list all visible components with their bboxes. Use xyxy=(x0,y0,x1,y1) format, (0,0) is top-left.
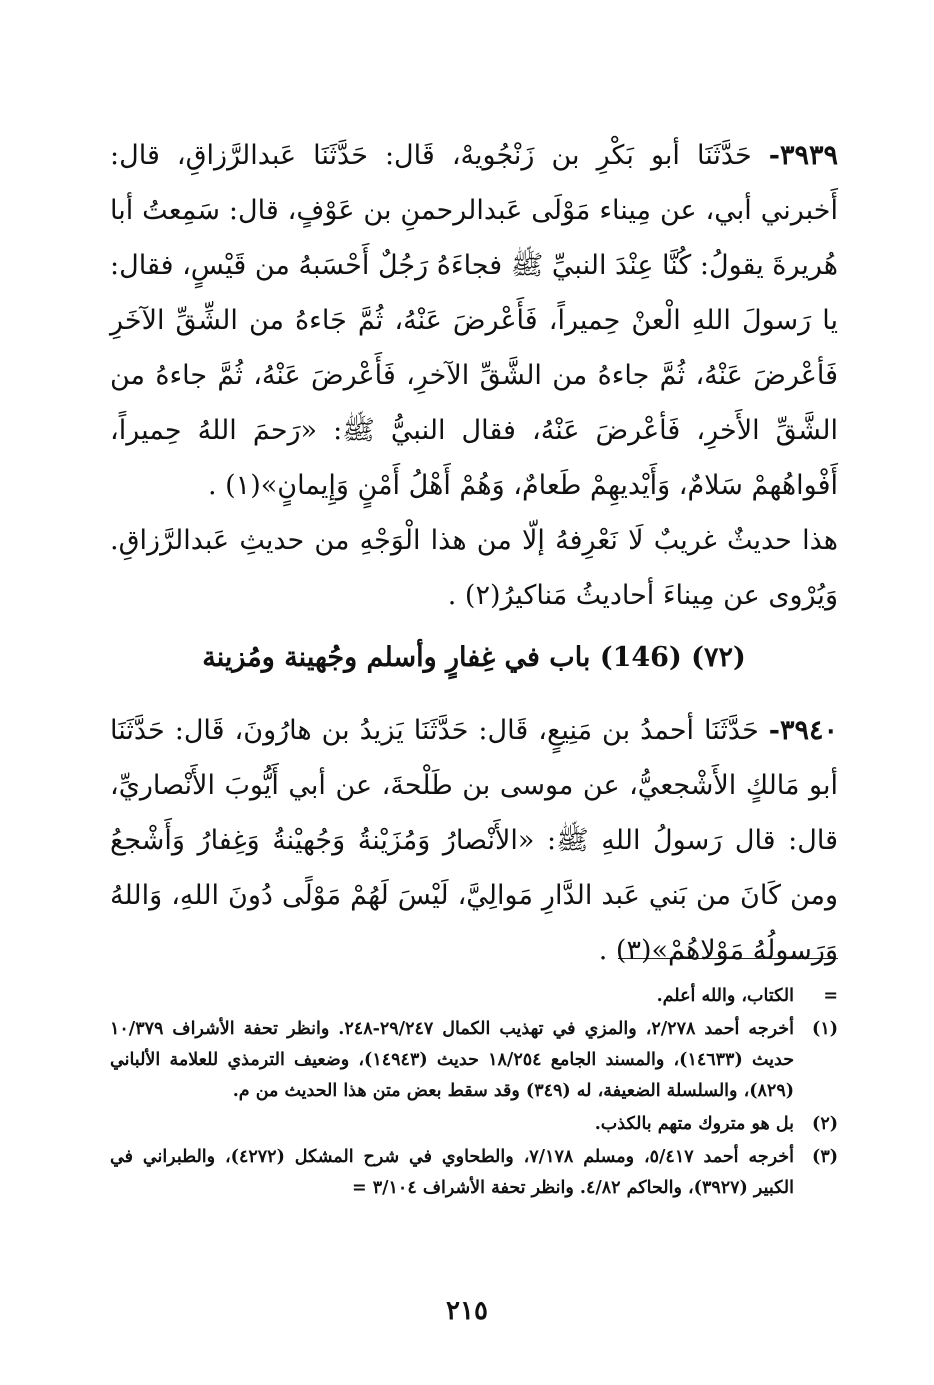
footnote-text: أخرجه أحمد ٢/٢٧٨، والمزي في تهذيب الكمال ٢٩/٢٤٧-٢٤٨. وانظر تحفة الأشراف ١٠/٣٧٩ حديث (١٤٦٣٣)، والمسند الجامع ١٨/٢٥٤ حديث (١٤٩٤٣)، وضعيف الترمذي للعلامة الألباني (٨٢٩)، والسلسلة الضعيفة، له (٣٤٩) وقد سقط بعض متن هذا الحديث من م. xyxy=(110,1019,795,1101)
hadith-text: حَدَّثَنَا أحمدُ بن مَنِيعٍ، قَال: حَدَّثَنَا يَزيدُ بن هارُونَ، قَال: حَدَّثَنَا أبو مَالكٍ الأَشْجعيُّ، عن موسى بن طَلْحةَ، عن أبي أَيُّوبَ الأَنْصاريِّ، قال: قال رَسولُ اللهِ ﷺ: «الأَنْصارُ وَمُزَيْنةُ وَجُهيْنةُ وَغِفارُ وَأَشْجعُ ومن كَانَ من بَني عَبد الدَّارِ مَوالِيَّ، لَيْسَ لَهُمْ مَوْلًى دُونَ اللهِ، وَاللهُ وَرَسولُهُ مَوْلاهُمْ»(٣) . xyxy=(110,715,838,966)
footnote-mark: (١) xyxy=(812,1019,838,1039)
footnote-mark: (٢) xyxy=(812,1114,838,1134)
footnote-mark: = xyxy=(823,986,838,1006)
footnotes xyxy=(110,981,838,1204)
hadith-3940 xyxy=(110,703,838,966)
hadith-3939 xyxy=(110,128,838,513)
hadith-number: ٣٩٤٠- xyxy=(768,715,838,746)
hadith-comment: هذا حديثٌ غريبٌ لَا نَعْرِفهُ إلّا من هذا الْوَجْهِ من حديثِ عَبدالرَّزاقِ. وَيُرْوى عن مِيناءَ أحاديثُ مَناكيرُ(٢) . xyxy=(110,525,838,611)
hadith-text: حَدَّثَنَا أبو بَكْرِ بن زَنْجُويهْ، قَال: حَدَّثَنَا عَبدالرَّزاقِ، قال: أَخبرني أبي، عن مِيناء مَوْلَى عَبدالرحمنِ بن عَوْفٍ، قال: سَمِعتُ أبا هُريرةَ يقولُ: كُنَّا عِنْدَ النبيِّ ﷺ فجاءَهُ رَجُلٌ أَحْسَبهُ من قَيْسٍ، فقال: يا رَسولَ اللهِ الْعنْ حِميراً، فَأَعْرضَ عَنْهُ، ثُمَّ جَاءهُ من الشِّقِّ الآخَرِ فَأعْرضَ عَنْهُ، ثُمَّ جاءهُ من الشَّقِّ الآخرِ، فَأَعْرضَ عَنْهُ، ثُمَّ جاءهُ من الشَّقِّ الأَخرِ، فَأعْرضَ عَنْهُ، فقال النبيُّ ﷺ: «رَحمَ اللهُ حِميراً، أَفْواهُهمْ سَلامٌ، وَأَيْديهِمْ طَعامٌ، وَهُمْ أَهْلُ أَمْنٍ وَإِيمانٍ»(١) . xyxy=(110,140,838,501)
page-body xyxy=(110,128,838,1348)
footnote-mark: (٣) xyxy=(812,1147,838,1167)
footnote-text: الكتاب، والله أعلم. xyxy=(656,986,794,1006)
chapter-heading: (٧٢) (146) باب في غِفارٍ وأسلم وجُهينة ومُزينة xyxy=(202,642,746,673)
footnote-item xyxy=(110,981,838,1012)
footnote-text: بل هو متروك متهم بالكذب. xyxy=(594,1114,794,1134)
footnote-item xyxy=(110,1142,838,1204)
footnote-item xyxy=(110,1109,838,1140)
page-number: ٢١٥ xyxy=(446,1296,488,1326)
footnote-item xyxy=(110,1014,838,1107)
hadith-number: ٣٩٣٩- xyxy=(768,140,838,171)
footnote-text: أخرجه أحمد ٥/٤١٧، ومسلم ٧/١٧٨، والطحاوي في شرح المشكل (٤٢٧٢)، والطبراني في الكبير (٣٩٢٧)، والحاكم ٤/٨٢. وانظر تحفة الأشراف ٣/١٠٤ = xyxy=(110,1147,794,1198)
